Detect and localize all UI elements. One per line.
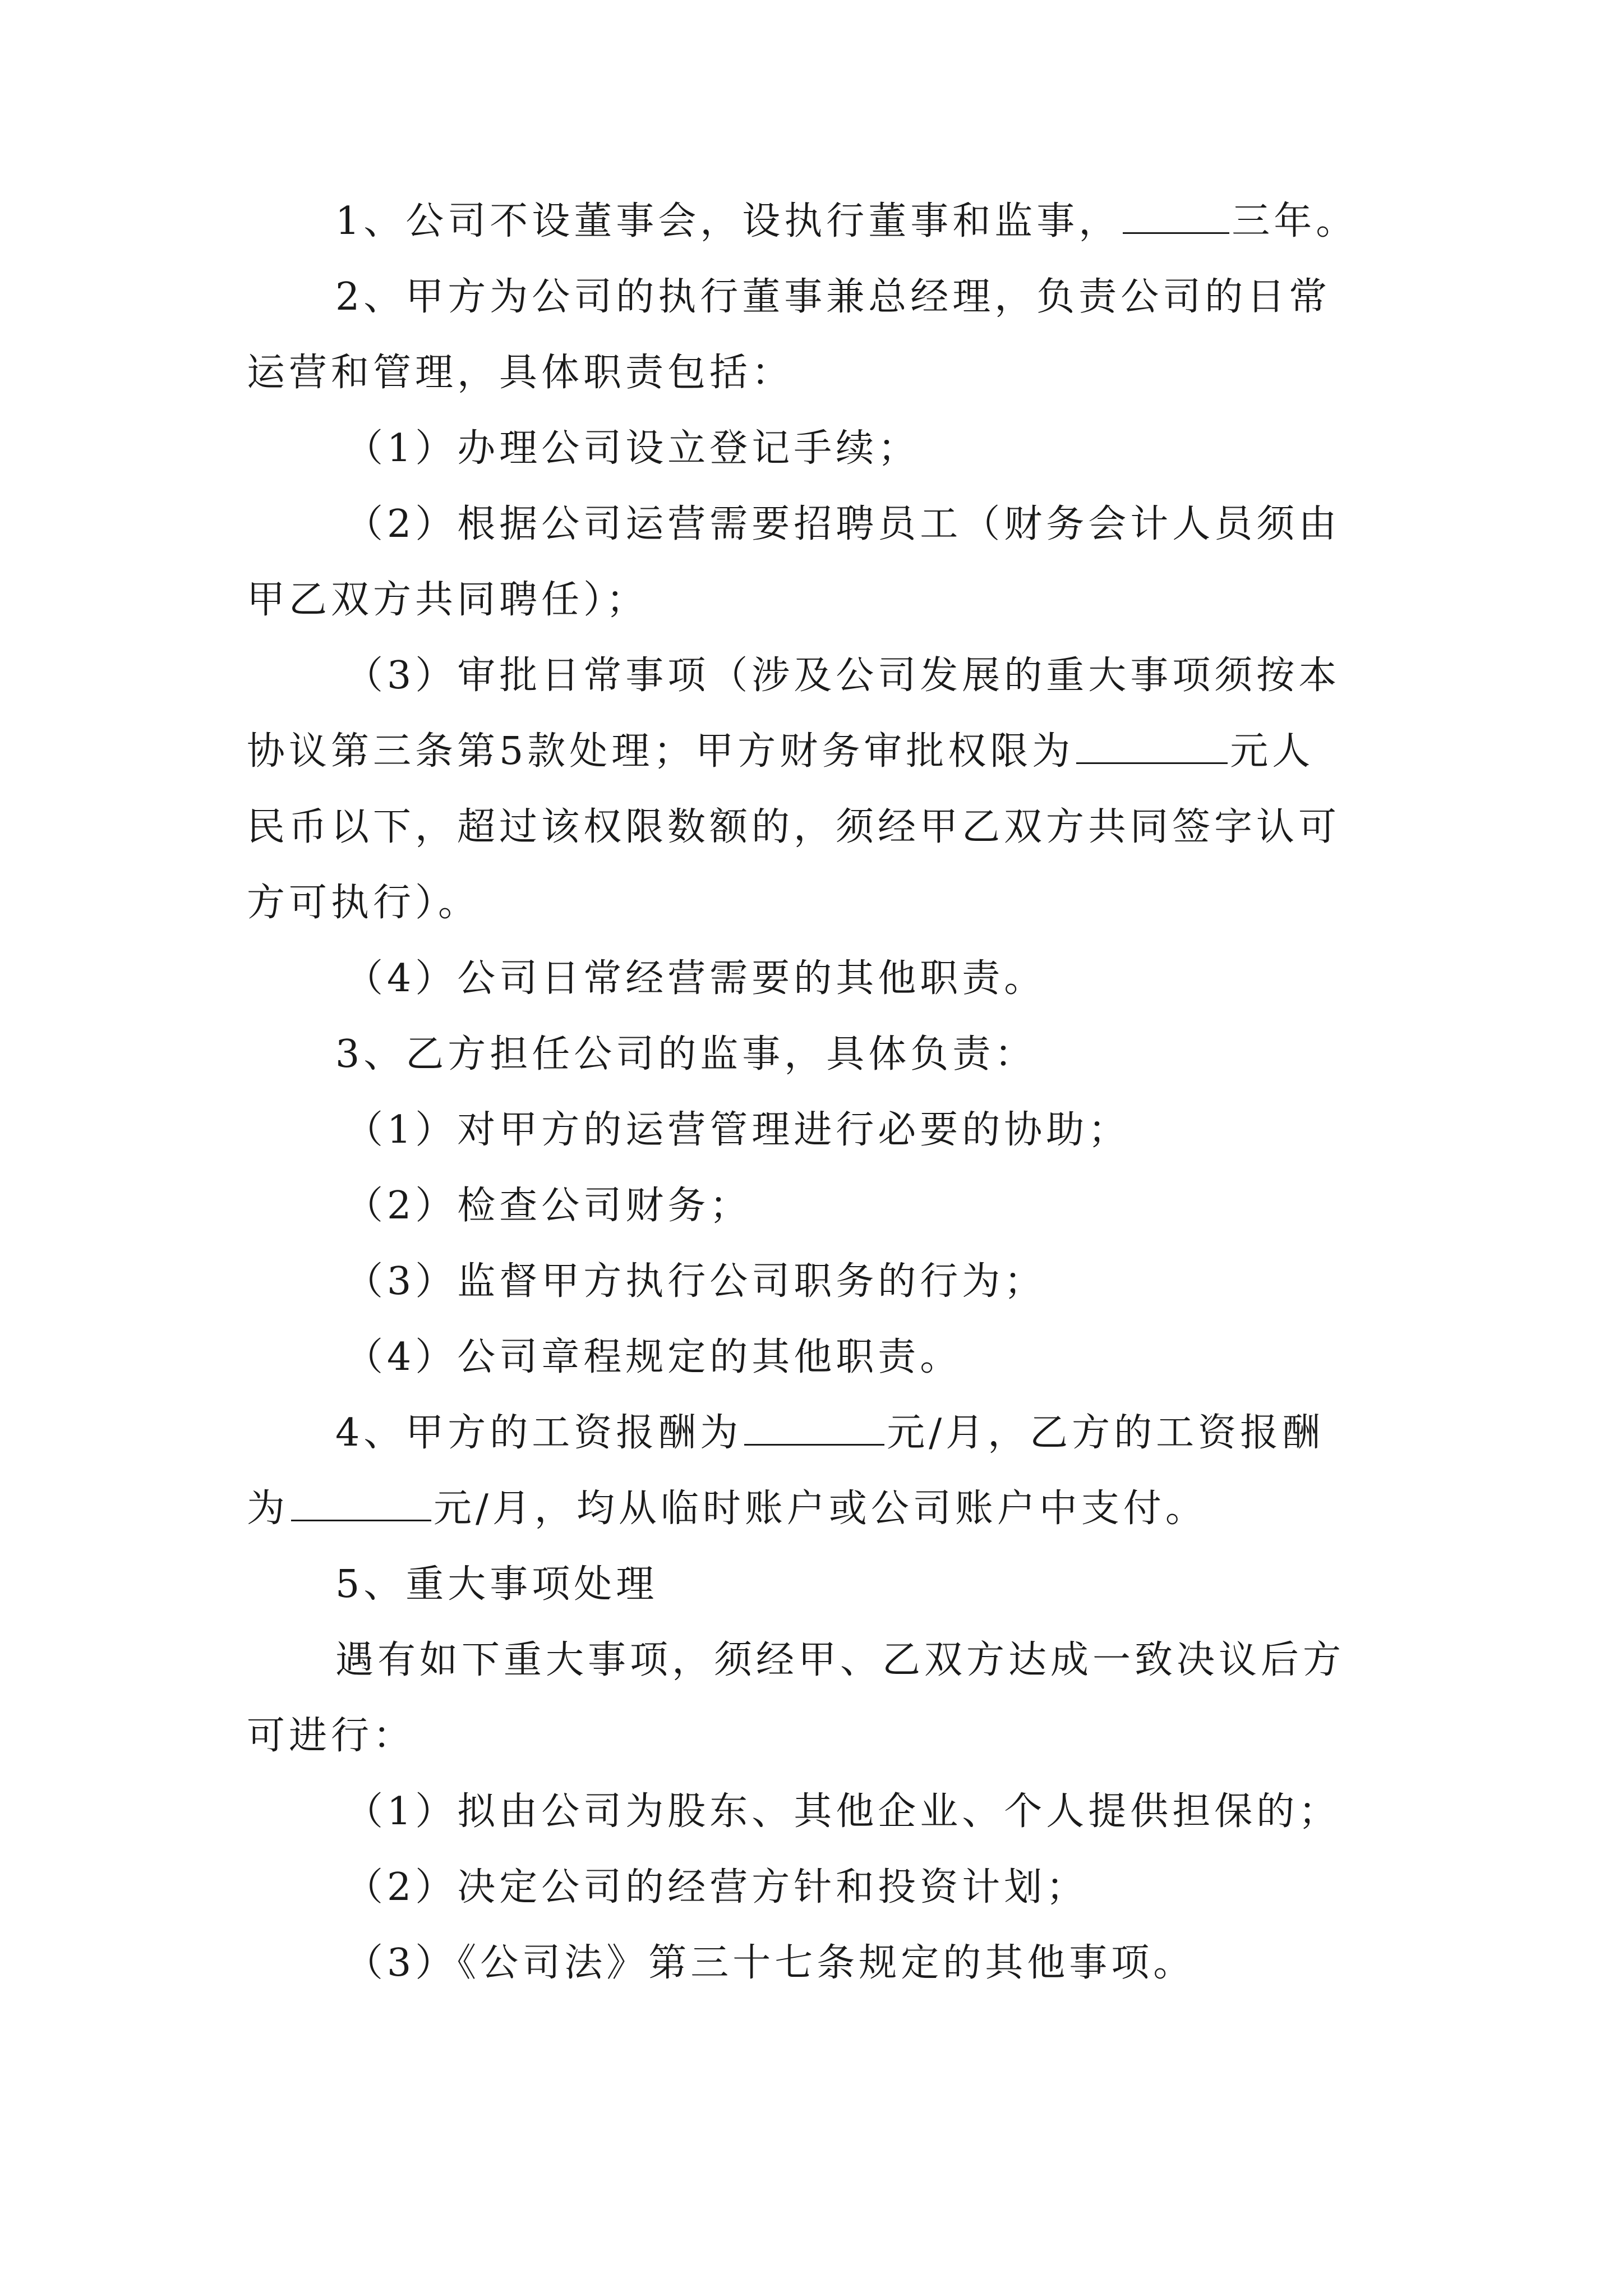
fill-in-blank xyxy=(1076,730,1228,764)
clause-5-item-2 xyxy=(345,1865,1088,1910)
clause-2-item-3-continuation xyxy=(247,729,1314,774)
clause-text: 3、乙方担任公司的监事，具体负责： xyxy=(335,1032,1037,1076)
clause-3-item-2 xyxy=(345,1184,751,1228)
clause-2-item-3-continuation xyxy=(247,881,480,926)
clause-2-line xyxy=(335,275,1331,320)
clause-3-item-4 xyxy=(345,1335,962,1380)
clause-text: （2）根据公司运营需要招聘员工（财务会计人员须由 xyxy=(345,502,1341,546)
clause-text: （4）公司章程规定的其他职责。 xyxy=(345,1335,962,1379)
clause-4-line xyxy=(335,1411,1324,1456)
clause-text: 三年。 xyxy=(1232,199,1358,243)
clause-1-line xyxy=(335,199,1358,244)
clause-text: 甲乙双方共同聘任）； xyxy=(247,578,649,622)
clause-5-intro xyxy=(335,1638,1345,1683)
clause-text: （1）办理公司设立登记手续； xyxy=(345,426,920,471)
clause-text: 为 xyxy=(247,1487,289,1531)
clause-text: （3）《公司法》第三十七条规定的其他事项。 xyxy=(345,1941,1196,1985)
fill-in-blank xyxy=(291,1487,431,1521)
clause-text: 4、甲方的工资报酬为 xyxy=(335,1411,743,1455)
clause-2-continuation xyxy=(247,351,794,395)
clause-text: 元/月，乙方的工资报酬 xyxy=(887,1411,1325,1455)
clause-text: 方可执行）。 xyxy=(247,881,481,925)
clause-text: （1）对甲方的运营管理进行必要的协助； xyxy=(345,1108,1131,1152)
clause-text: 元/月，均从临时账户或公司账户中支付。 xyxy=(434,1487,1207,1531)
fill-in-blank xyxy=(744,1411,884,1446)
clause-text: 可进行： xyxy=(247,1714,416,1758)
clause-3-line xyxy=(335,1032,1036,1077)
clause-text: 协议第三条第5款处理；甲方财务审批权限为 xyxy=(247,729,1075,774)
clause-text: （2）检查公司财务； xyxy=(345,1184,752,1228)
clause-text: （4）公司日常经营需要的其他职责。 xyxy=(345,956,1046,1001)
clause-2-item-2 xyxy=(345,502,1340,547)
clause-text: （1）拟由公司为股东、其他企业、个人提供担保的； xyxy=(345,1789,1341,1834)
clause-5-heading xyxy=(335,1562,658,1607)
fill-in-blank xyxy=(1123,200,1229,234)
clause-2-item-2-continuation xyxy=(247,578,648,623)
clause-text: 运营和管理，具体职责包括： xyxy=(247,351,794,395)
clause-text: 遇有如下重大事项，须经甲、乙双方达成一致决议后方 xyxy=(335,1638,1345,1682)
clause-text: （3）监督甲方执行公司职务的行为； xyxy=(345,1259,1046,1304)
clause-text: 元人 xyxy=(1230,729,1315,774)
clause-5-item-3 xyxy=(345,1941,1195,1986)
clause-text: 2、甲方为公司的执行董事兼总经理，负责公司的日常 xyxy=(335,275,1331,319)
clause-2-item-3 xyxy=(345,654,1340,698)
clause-3-item-3 xyxy=(345,1259,1046,1304)
clause-text: 民币以下，超过该权限数额的，须经甲乙双方共同签字认可 xyxy=(247,805,1341,849)
clause-2-item-1 xyxy=(345,426,920,471)
clause-5-item-1 xyxy=(345,1789,1340,1834)
clause-4-continuation xyxy=(247,1487,1207,1531)
clause-2-item-4 xyxy=(345,956,1046,1001)
clause-3-item-1 xyxy=(345,1108,1130,1153)
clause-text: 5、重大事项处理 xyxy=(335,1562,658,1607)
clause-5-intro-continuation xyxy=(247,1714,415,1759)
clause-text: 1、公司不设董事会，设执行董事和监事， xyxy=(335,199,1121,243)
clause-text: （3）审批日常事项（涉及公司发展的重大事项须按本 xyxy=(345,654,1341,698)
clause-2-item-3-continuation xyxy=(247,805,1340,850)
clause-text: （2）决定公司的经营方针和投资计划； xyxy=(345,1865,1089,1910)
